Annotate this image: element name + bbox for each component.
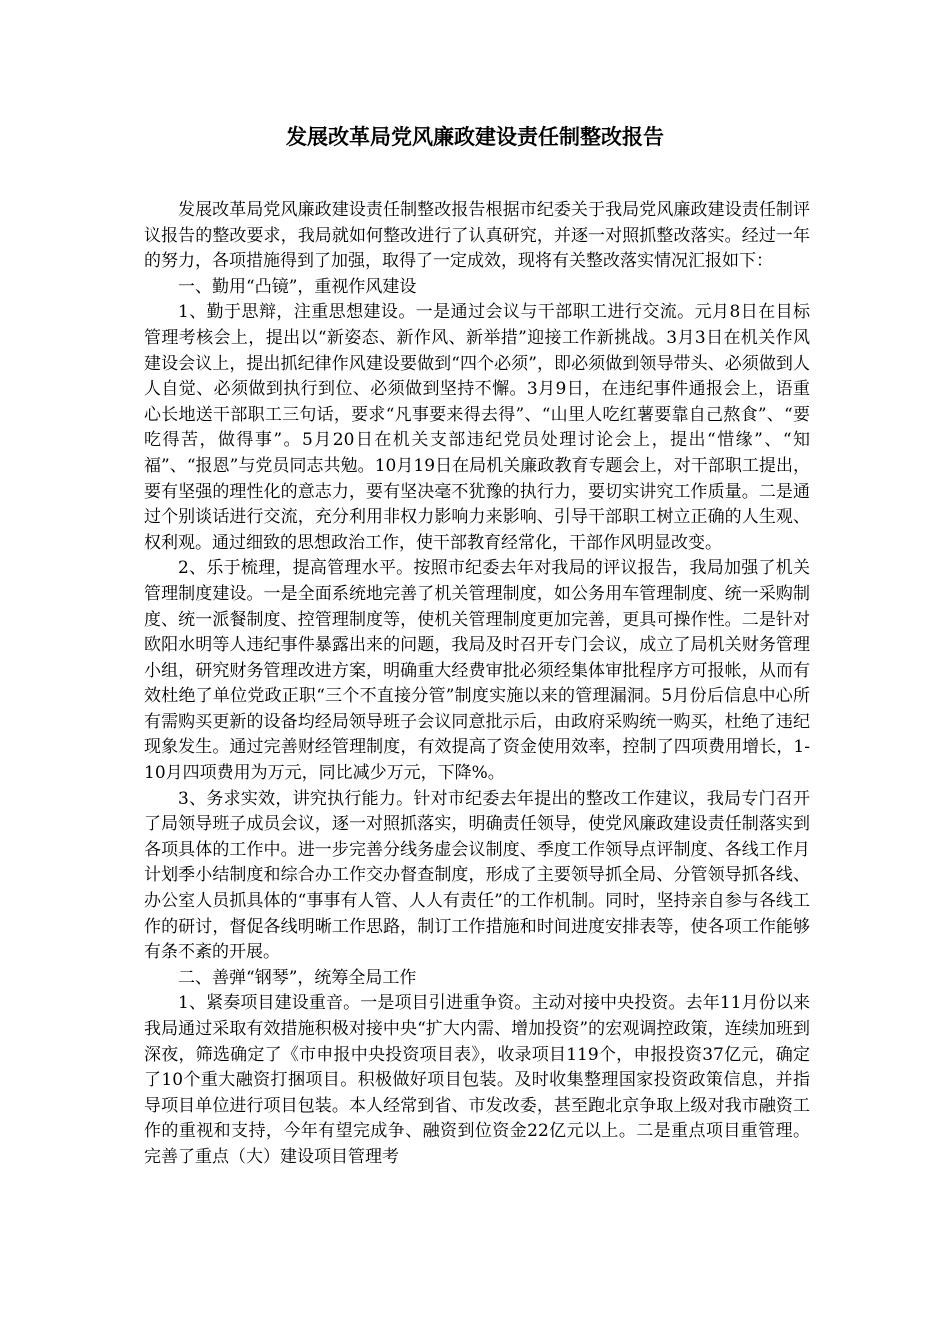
document-body — [144, 198, 810, 1171]
section-heading-1: 一、勤用“凸镜”，重视作风建设 — [178, 276, 417, 297]
section-heading-2: 二、善弹“钢琴”，统筹全局工作 — [178, 967, 417, 988]
paragraph-1-3: 3、务求实效，讲究执行能力。针对市纪委去年提出的整改工作建议，我局专门召开了局领导班子成员会议，逐一对照抓落实，明确责任领导，使党风廉政建设责任制落实到各项具体的工作中。进一步完善分线务虚会议制度、季度工作领导点评制度、各线工作月计划季小结制度和综合办工作交办督查制度，形成了主要领导抓全局、分管领导抓各线、办公室人员抓具体的“事事有人管、人人有责任”的工作机制。同时，坚持亲自参与各线工作的研讨，督促各线明晰工作思路，制订工作措施和时间进度安排表等，使各项工作能够有条不紊的开展。 — [144, 788, 810, 963]
paragraph-1-2: 2、乐于梳理，提高管理水平。按照市纪委去年对我局的评议报告，我局加强了机关管理制度建设。一是全面系统地完善了机关管理制度，如公务用车管理制度、统一采购制度、统一派餐制度、控管理制度等，使机关管理制度更加完善，更具可操作性。二是针对欧阳水明等人违纪事件暴露出来的问题，我局及时召开专门会议，成立了局机关财务管理小组，研究财务管理改进方案，明确重大经费审批必须经集体审批程序方可报帐，从而有效杜绝了单位党政正职“三个不直接分管”制度实施以来的管理漏洞。5月份后信息中心所有需购买更新的设备均经局领导班子会议同意批示后，由政府采购统一购买，杜绝了违纪现象发生。通过完善财经管理制度，有效提高了资金使用效率，控制了四项费用增长，1-10月四项费用为万元，同比减少万元，下降%。 — [144, 558, 810, 784]
document-title: 发展改革局党风廉政建设责任制整改报告 — [286, 125, 664, 149]
paragraph-2-1: 1、紧奏项目建设重音。一是项目引进重争资。主动对接中央投资。去年11月份以来我局通过采取有效措施积极对接中央“扩大内需、增加投资”的宏观调控政策，连续加班到深夜，筛选确定了《市申报中央投资项目表》，收录项目119个，申报投资37亿元，确定了10个重大融资打捆项目。积极做好项目包装。及时收集整理国家投资政策信息，并指导项目单位进行项目包装。本人经常到省、市发改委，甚至跑北京争取上级对我市融资工作的重视和支持，今年有望完成争、融资到位资金22亿元以上。二是重点项目重管理。完善了重点（大）建设项目管理考 — [144, 993, 810, 1167]
paragraph-intro: 发展改革局党风廉政建设责任制整改报告根据市纪委关于我局党风廉政建设责任制评议报告的整改要求，我局就如何整改进行了认真研究，并逐一对照抓整改落实。经过一年的努力，各项措施得到了加强，取得了一定成效，现将有关整改落实情况汇报如下： — [144, 200, 810, 272]
paragraph-1-1: 1、勤于思辩，注重思想建设。一是通过会议与干部职工进行交流。元月8日在目标管理考核会上，提出以“新姿态、新作风、新举措”迎接工作新挑战。3月3日在机关作风建设会议上，提出抓纪律作风建设要做到“四个必须”，即必须做到领导带头、必须做到人人自觉、必须做到执行到位、必须做到坚持不懈。3月9日，在违纪事件通报会上，语重心长地送干部职工三句话，要求“凡事要来得去得”、“山里人吃红薯要靠自己熬食”、“要吃得苦，做得事”。5月20日在机关支部违纪党员处理讨论会上，提出“惜缘”、“知福”、“报恩”与党员同志共勉。10月19日在局机关廉政教育专题会上，对干部职工提出，要有坚强的理性化的意志力，要有坚决毫不犹豫的执行力，要切实讲究工作质量。二是通过个别谈话进行交流，充分利用非权力影响力来影响、引导干部职工树立正确的人生观、权利观。通过细致的思想政治工作，使干部教育经常化，干部作风明显改变。 — [144, 302, 810, 553]
